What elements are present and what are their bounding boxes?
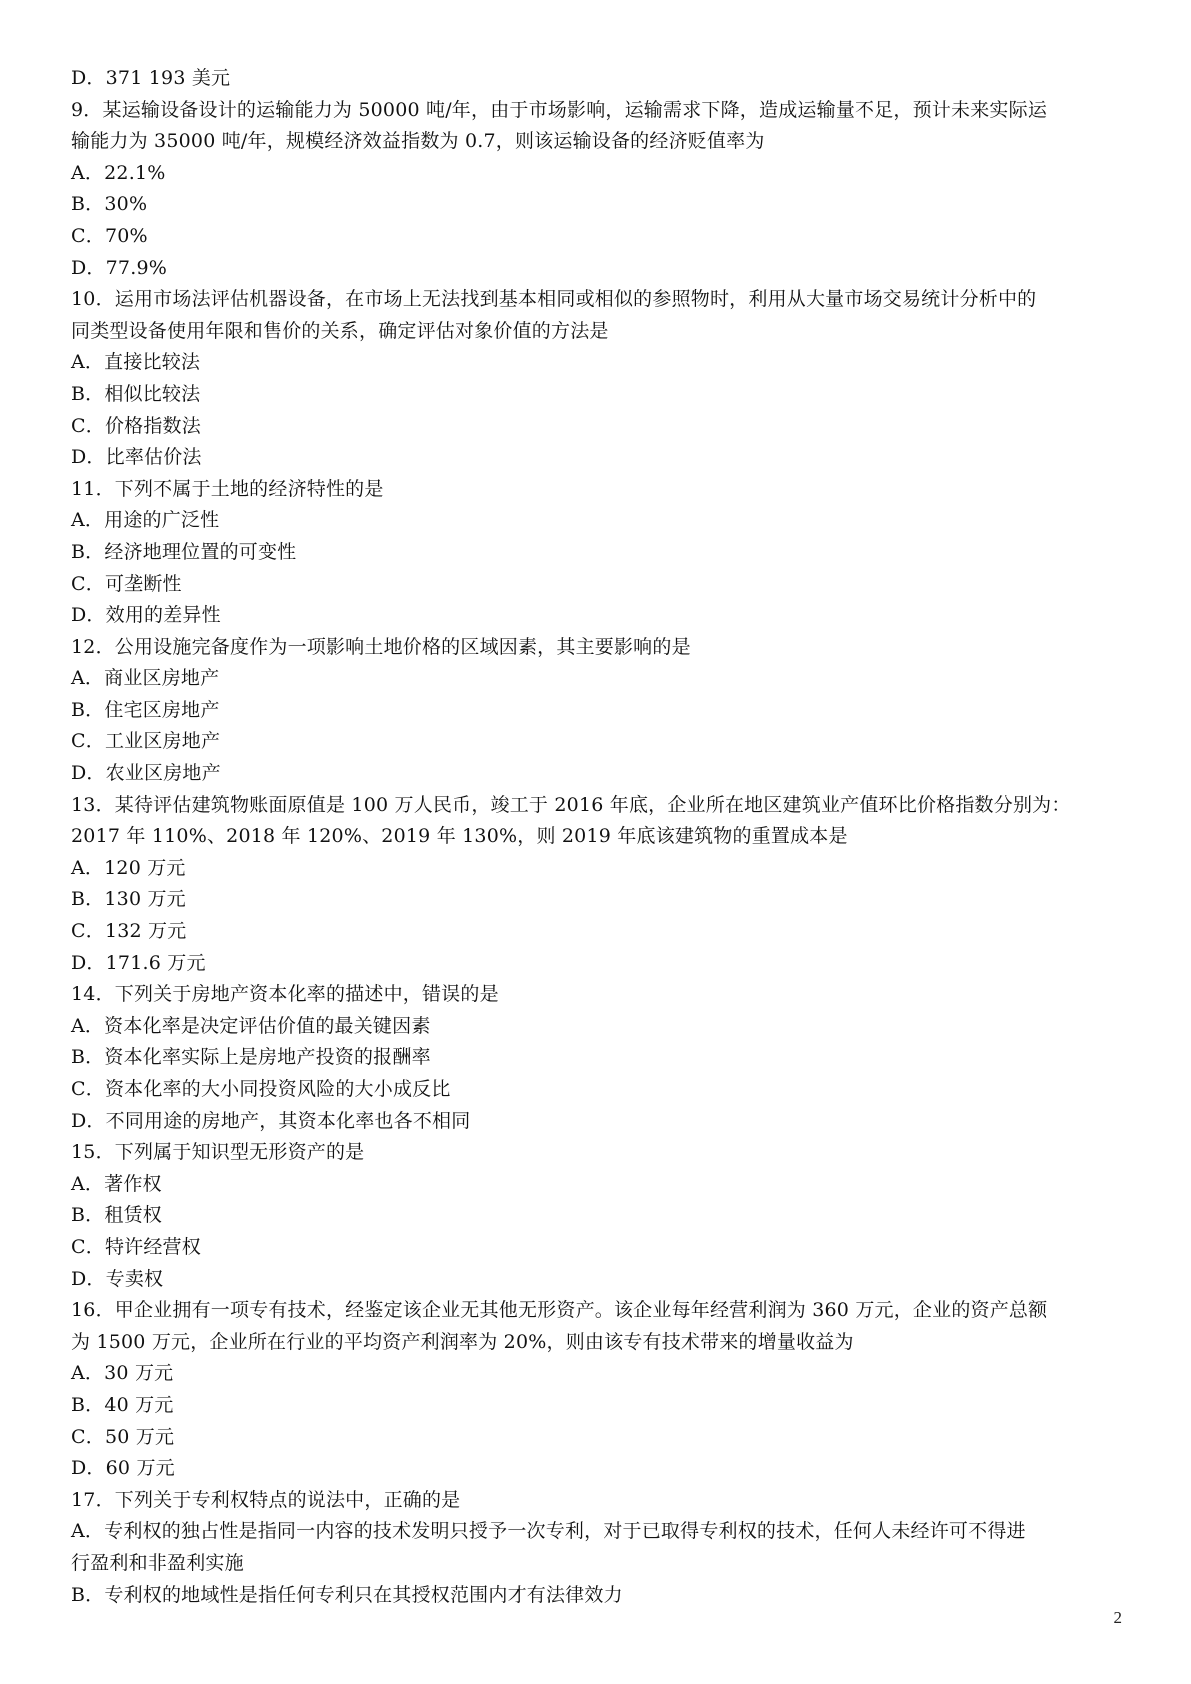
question-9: 9．某运输设备设计的运输能力为 50000 吨/年，由于市场影响，运输需求下降，造成运输量不足，预计未来实际运 [71,98,1048,121]
option-d-q13: D．171.6 万元 [71,951,206,974]
option-c-q11: C．可垄断性 [71,572,182,595]
option-d-q8: D．371 193 美元 [71,67,231,89]
option-b-q14: B．资本化率实际上是房地产投资的报酬率 [71,1046,431,1069]
question-12: 12．公用设施完备度作为一项影响土地价格的区域因素，其主要影响的是 [71,635,691,658]
option-b-q15: B．租赁权 [71,1204,162,1227]
option-a-q10: A．直接比较法 [71,351,201,374]
option-c-q10: C．价格指数法 [71,414,201,437]
option-d-q12: D．农业区房地产 [71,762,221,785]
option-c-q9: C．70% [71,224,148,247]
option-c-q16: C．50 万元 [71,1425,175,1448]
option-b-q11: B．经济地理位置的可变性 [71,540,297,563]
question-10: 10．运用市场法评估机器设备，在市场上无法找到基本相同或相似的参照物时，利用从大量市场交易统计分析中的 [71,288,1037,311]
option-b-q17: B．专利权的地域性是指任何专利只在其授权范围内才有法律效力 [71,1583,623,1606]
question-14: 14．下列关于房地产资本化率的描述中，错误的是 [71,983,499,1006]
question-15: 15．下列属于知识型无形资产的是 [71,1141,365,1164]
option-b-q12: B．住宅区房地产 [71,698,220,721]
question-17: 17．下列关于专利权特点的说法中，正确的是 [71,1488,461,1511]
option-d-q16: D．60 万元 [71,1457,175,1480]
option-b-q13: B．130 万元 [71,888,186,911]
option-b-q9: B．30% [71,193,148,216]
question-16: 16．甲企业拥有一项专有技术，经鉴定该企业无其他无形资产。该企业每年经营利润为 360 万元，企业的资产总额 [71,1299,1048,1322]
option-b-q16: B．40 万元 [71,1393,174,1416]
option-a-q15: A．著作权 [71,1172,162,1195]
option-d-q15: D．专卖权 [71,1267,164,1290]
document-body [71,63,1131,1611]
page-number: 2 [1113,1608,1122,1627]
question-16-cont: 为 1500 万元，企业所在行业的平均资产利润率为 20%，则由该专有技术带来的增量收益为 [71,1330,854,1353]
option-a-q12: A．商业区房地产 [71,667,220,690]
option-d-q10: D．比率估价法 [71,446,202,469]
option-c-q15: C．特许经营权 [71,1235,201,1258]
option-a-q9: A．22.1% [71,161,166,184]
option-a-q14: A．资本化率是决定评估价值的最关键因素 [71,1014,431,1037]
question-9-cont: 输能力为 35000 吨/年，规模经济效益指数为 0.7，则该运输设备的经济贬值率为 [71,130,765,153]
question-11: 11．下列不属于土地的经济特性的是 [71,477,384,500]
option-a-q17: A．专利权的独占性是指同一内容的技术发明只授予一次专利，对于已取得专利权的技术，任何人未经许可不得进 [71,1520,1026,1543]
option-a-q17-cont: 行盈利和非盈利实施 [71,1551,244,1574]
question-10-cont: 同类型设备使用年限和售价的关系，确定评估对象价值的方法是 [71,319,609,342]
option-b-q10: B．相似比较法 [71,382,201,405]
option-c-q13: C．132 万元 [71,920,187,943]
option-a-q11: A．用途的广泛性 [71,509,220,532]
option-a-q13: A．120 万元 [71,856,186,879]
option-d-q14: D．不同用途的房地产，其资本化率也各不相同 [71,1109,471,1132]
question-13-cont: 2017 年 110%、2018 年 120%、2019 年 130%，则 2019 年底该建筑物的重置成本是 [71,825,848,848]
option-d-q11: D．效用的差异性 [71,604,221,627]
option-c-q14: C．资本化率的大小同投资风险的大小成反比 [71,1078,451,1100]
option-a-q16: A．30 万元 [71,1362,174,1385]
option-d-q9: D．77.9% [71,256,167,279]
question-13: 13．某待评估建筑物账面原值是 100 万人民币，竣工于 2016 年底，企业所在地区建筑业产值环比价格指数分别为： [71,793,1071,816]
option-c-q12: C．工业区房地产 [71,730,221,753]
